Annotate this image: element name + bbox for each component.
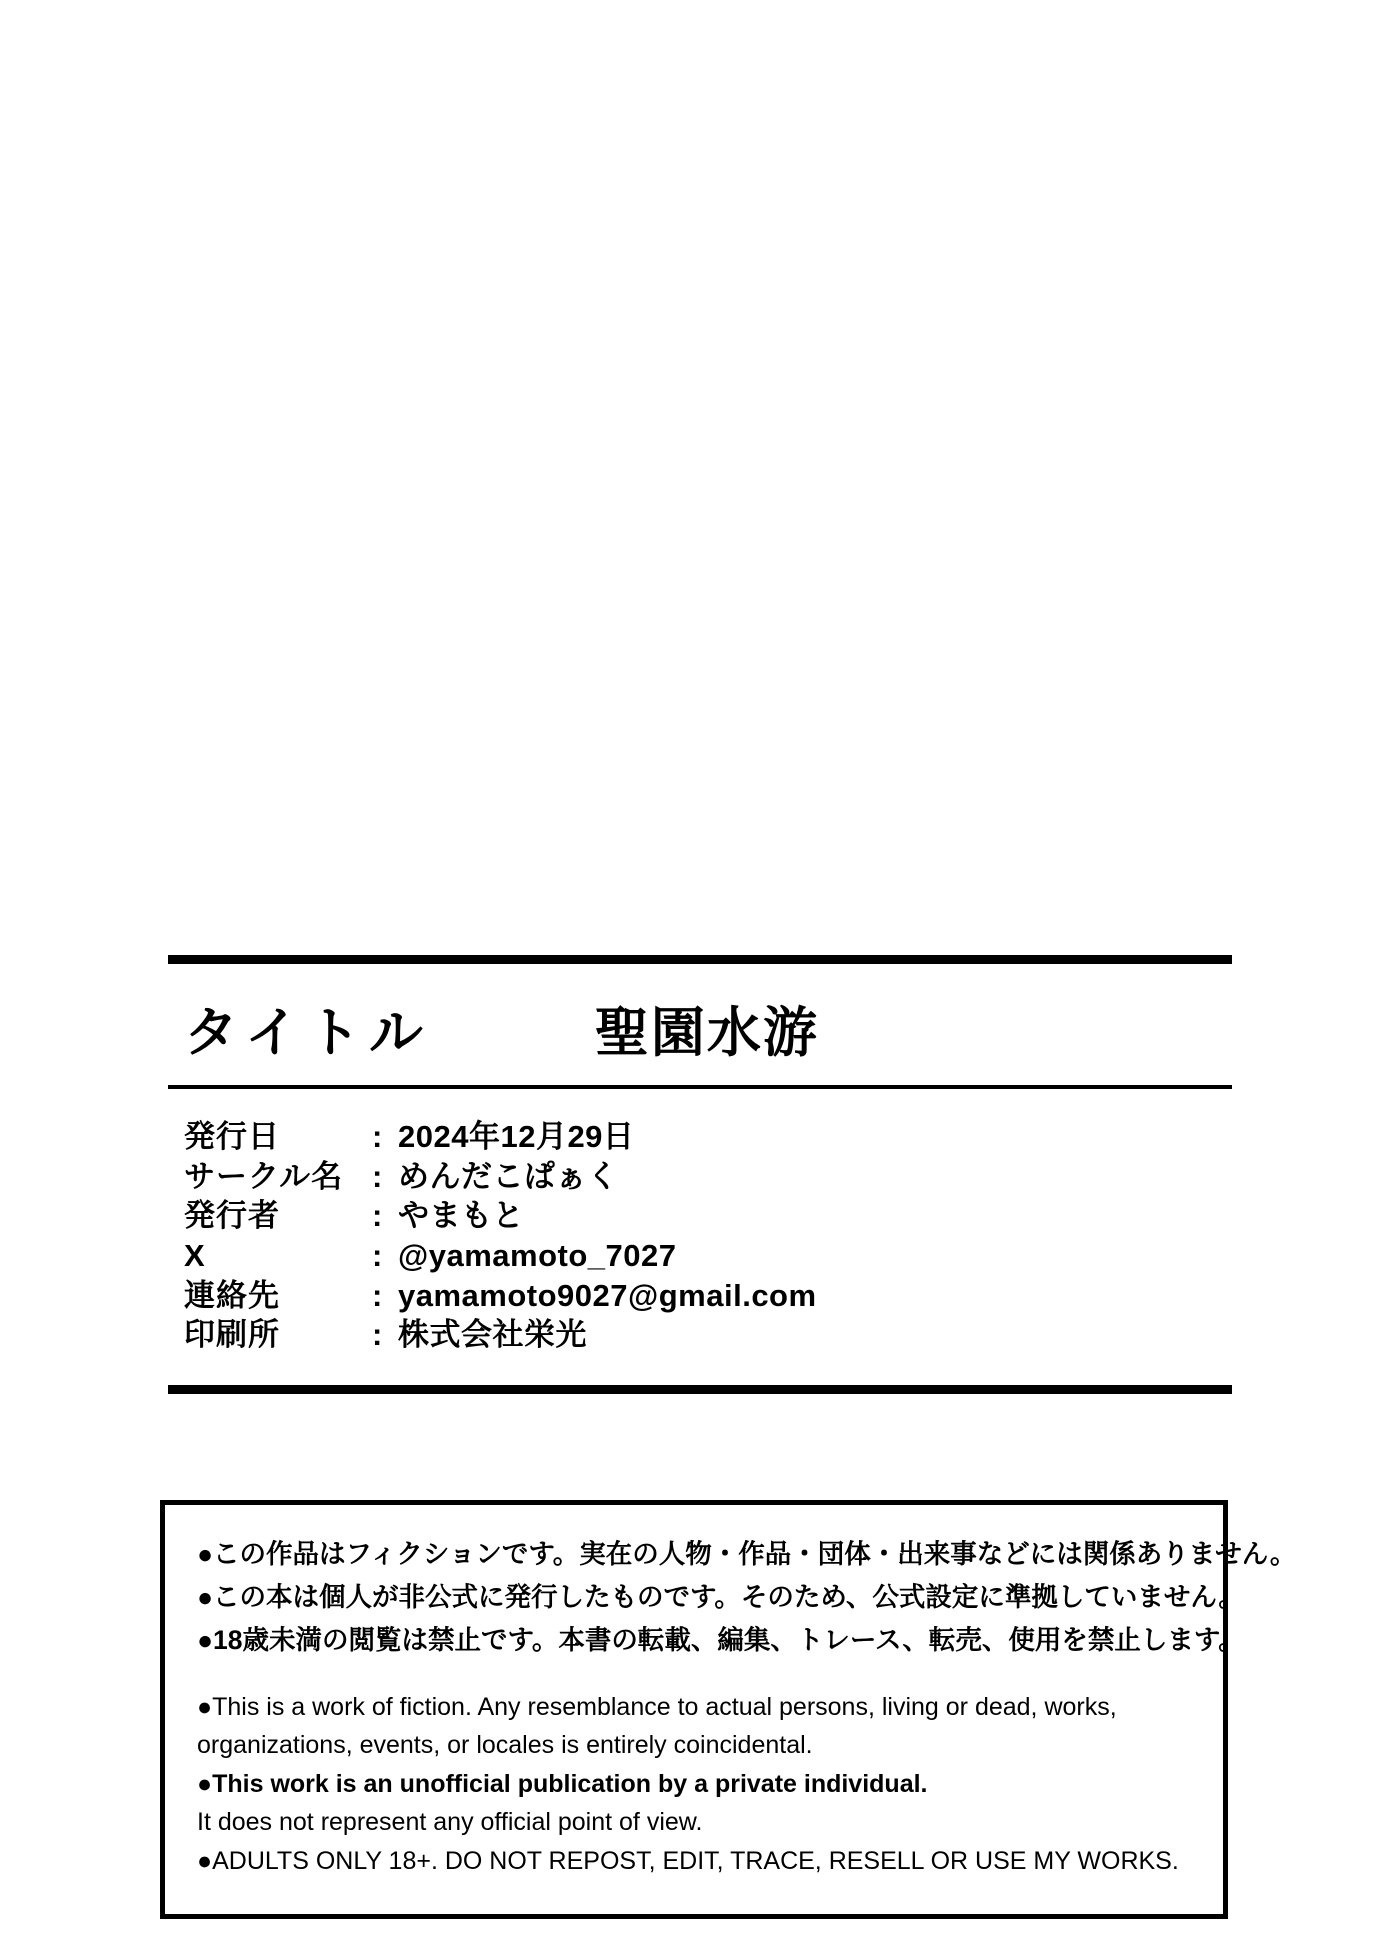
- metadata-row: [184, 1315, 1232, 1355]
- notice-line-en: ●This work is an unofficial publication by a private individual.: [197, 1769, 928, 1798]
- colophon-block: [168, 955, 1232, 1394]
- metadata-separator: :: [372, 1158, 383, 1194]
- notice-line-jp: ●この作品はフィクションです。実在の人物・作品・団体・出来事などには関係ありません。: [197, 1539, 1297, 1569]
- metadata-separator: :: [372, 1119, 383, 1154]
- title-value: 聖園水游: [594, 1003, 819, 1063]
- metadata-value: 2024年12月29日: [398, 1119, 635, 1154]
- top-rule: [168, 955, 1232, 964]
- metadata-row: [184, 1276, 1232, 1316]
- bottom-rule: [168, 1385, 1232, 1394]
- notice-line-en: organizations, events, or locales is entirely coincidental.: [197, 1731, 813, 1760]
- notice-spacer: [197, 1662, 1193, 1688]
- metadata-value: 株式会社栄光: [398, 1317, 587, 1353]
- metadata-row: [184, 1117, 1232, 1157]
- metadata-key: 連絡先: [184, 1277, 280, 1313]
- metadata-key: 印刷所: [184, 1317, 280, 1353]
- metadata-value-social-handle[interactable]: @yamamoto_7027: [398, 1238, 677, 1274]
- metadata-separator: :: [372, 1317, 383, 1353]
- metadata-value-email[interactable]: yamamoto9027@gmail.com: [398, 1277, 817, 1313]
- notice-line-en: It does not represent any official point of view.: [197, 1808, 703, 1837]
- metadata-key: サークル名: [184, 1158, 344, 1194]
- metadata-separator: :: [372, 1198, 383, 1234]
- title-row: [168, 964, 1232, 1085]
- metadata-list: [168, 1089, 1232, 1385]
- metadata-separator: :: [372, 1277, 383, 1313]
- metadata-value: やまもと: [398, 1198, 524, 1234]
- metadata-key: X: [184, 1238, 206, 1274]
- notice-line-jp: ●18歳未満の閲覧は禁止です。本書の転載、編集、トレース、転売、使用を禁止します。: [197, 1624, 1245, 1655]
- notice-line-en-adults-only: ●ADULTS ONLY 18+. DO NOT REPOST, EDIT, TRACE, RESELL OR USE MY WORKS.: [197, 1846, 1179, 1875]
- metadata-row: [184, 1157, 1232, 1197]
- notice-line-jp: ●この本は個人が非公式に発行したものです。そのため、公式設定に準拠していません。: [197, 1581, 1245, 1612]
- metadata-row: [184, 1236, 1232, 1276]
- metadata-key: 発行者: [184, 1198, 280, 1234]
- metadata-value: めんだこぱぁく: [398, 1158, 619, 1194]
- notice-line-en: ●This is a work of fiction. Any resemblance to actual persons, living or dead, works,: [197, 1692, 1117, 1721]
- legal-notice-box: [160, 1500, 1297, 1919]
- metadata-separator: :: [372, 1238, 383, 1274]
- metadata-row: [184, 1196, 1232, 1236]
- title-label: タイトル: [184, 1003, 431, 1063]
- metadata-key: 発行日: [184, 1119, 280, 1154]
